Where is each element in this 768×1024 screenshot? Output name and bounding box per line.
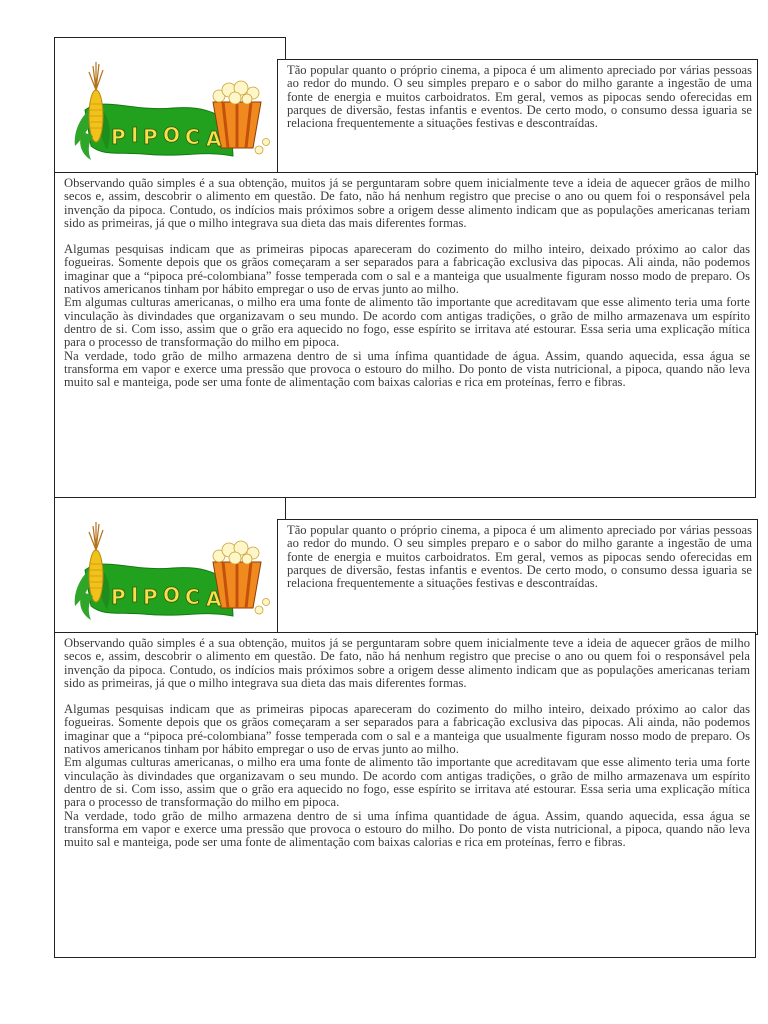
article-body-box (54, 632, 756, 958)
logo-letter: C (185, 585, 200, 609)
article-paragraph: Algumas pesquisas indicam que as primeiras pipocas apareceram do cozimento do milho inteiro, deixado próximo ao calor das fogueiras. Somente depois que os grãos começaram a ser separados para a fabricação exclusiva das pipocas. Ali ainda, não podemos imaginar que a “pipoca pré-colombiana” fosse temperada com o sal e a manteiga que usualmente figuram nosso modo de preparo. Os nativos americanos tinham por hábito empregar o uso de ervas junto ao milho. (64, 242, 750, 297)
article-body-box (54, 172, 756, 498)
article-paragraph: Em algumas culturas americanas, o milho era uma fonte de alimento tão importante que acreditavam que esse alimento teria uma forte vinculação às divindades que organizavam o seu mundo. De acordo com antigas tradições, o grão de milho armazenava um espírito dentro de si. Com isso, assim que o grão era aquecido no fogo, esse espírito se irritava até estourar. Essa seria uma explicação mítica para o processo de transformação do milho em pipoca. (64, 295, 750, 350)
article-paragraph: Observando quão simples é a sua obtenção, muitos já se perguntaram sobre quem inicialmente teve a ideia de aquecer grãos de milho secos e, assim, descobrir o alimento em questão. De fato, não há nenhum registro que precise o ano ou quem foi o responsável pela invenção da pipoca. Contudo, os indícios mais próximos sobre a origem desse alimento indicam que as populações americanas teriam sido as primeiras, já que o milho integrava sua dieta das mais diferentes formas. (64, 636, 750, 690)
intro-text-box (277, 59, 758, 175)
intro-text-box (277, 519, 758, 635)
article-paragraph: Algumas pesquisas indicam que as primeiras pipocas apareceram do cozimento do milho inteiro, deixado próximo ao calor das fogueiras. Somente depois que os grãos começaram a ser separados para a fabricação exclusiva das pipocas. Ali ainda, não podemos imaginar que a “pipoca pré-colombiana” fosse temperada com o sal e a manteiga que usualmente figuram nosso modo de preparo. Os nativos americanos tinham por hábito empregar o uso de ervas junto ao milho. (64, 702, 750, 757)
logo-letter: O (163, 123, 181, 147)
article-paragraph: Observando quão simples é a sua obtenção, muitos já se perguntaram sobre quem inicialmente teve a ideia de aquecer grãos de milho secos e, assim, descobrir o alimento em questão. De fato, não há nenhum registro que precise o ano ou quem foi o responsável pela invenção da pipoca. Contudo, os indícios mais próximos sobre a origem desse alimento indicam que as populações americanas teriam sido as primeiras, já que o milho integrava sua dieta das mais diferentes formas. (64, 176, 750, 230)
logo-letter: I (131, 583, 139, 607)
logo-letter: C (185, 125, 200, 149)
logo-letter: P (111, 585, 126, 609)
logo-panel (54, 497, 286, 632)
intro-paragraph: Tão popular quanto o próprio cinema, a pipoca é um alimento apreciado por várias pessoas ao redor do mundo. O seu simples preparo e o sabor do milho garante a ingestão de uma fonte de energia e muitos carboidratos. Em geral, vemos as pipocas sendo oferecidas em parques de diversão, festas infantis e eventos. De certo modo, o consumo dessa iguaria se relaciona frequentemente a situações festivas e descontraídas. (287, 63, 752, 131)
pipoca-logo (63, 506, 275, 626)
article-paragraph: Na verdade, todo grão de milho armazena dentro de si uma ínfima quantidade de água. Assim, quando aquecida, essa água se transforma em vapor e exerce uma pressão que provoca o estouro do milho. Do ponto de vista nutricional, a pipoca, quando não leva muito sal e manteiga, pode ser uma fonte de alimentação com baixas calorias e rica em proteínas, ferro e fibras. (64, 348, 750, 390)
logo-letter: A (206, 587, 222, 611)
intro-paragraph: Tão popular quanto o próprio cinema, a pipoca é um alimento apreciado por várias pessoas ao redor do mundo. O seu simples preparo e o sabor do milho garante a ingestão de uma fonte de energia e muitos carboidratos. Em geral, vemos as pipocas sendo oferecidas em parques de diversão, festas infantis e eventos. De certo modo, o consumo dessa iguaria se relaciona frequentemente a situações festivas e descontraídas. (287, 523, 752, 591)
logo-letter: P (143, 125, 158, 149)
article-paragraph: Na verdade, todo grão de milho armazena dentro de si uma ínfima quantidade de água. Assim, quando aquecida, essa água se transforma em vapor e exerce uma pressão que provoca o estouro do milho. Do ponto de vista nutricional, a pipoca, quando não leva muito sal e manteiga, pode ser uma fonte de alimentação com baixas calorias e rica em proteínas, ferro e fibras. (64, 808, 750, 850)
logo-letter: P (111, 125, 126, 149)
logo-letter: O (163, 583, 181, 607)
pipoca-logo (63, 46, 275, 166)
logo-letter: A (206, 127, 222, 151)
article-paragraph: Em algumas culturas americanas, o milho era uma fonte de alimento tão importante que acreditavam que esse alimento teria uma forte vinculação às divindades que organizavam o seu mundo. De acordo com antigas tradições, o grão de milho armazenava um espírito dentro de si. Com isso, assim que o grão era aquecido no fogo, esse espírito se irritava até estourar. Essa seria uma explicação mítica para o processo de transformação do milho em pipoca. (64, 755, 750, 810)
logo-panel (54, 37, 286, 172)
logo-letter: P (143, 585, 158, 609)
logo-letter: I (131, 123, 139, 147)
